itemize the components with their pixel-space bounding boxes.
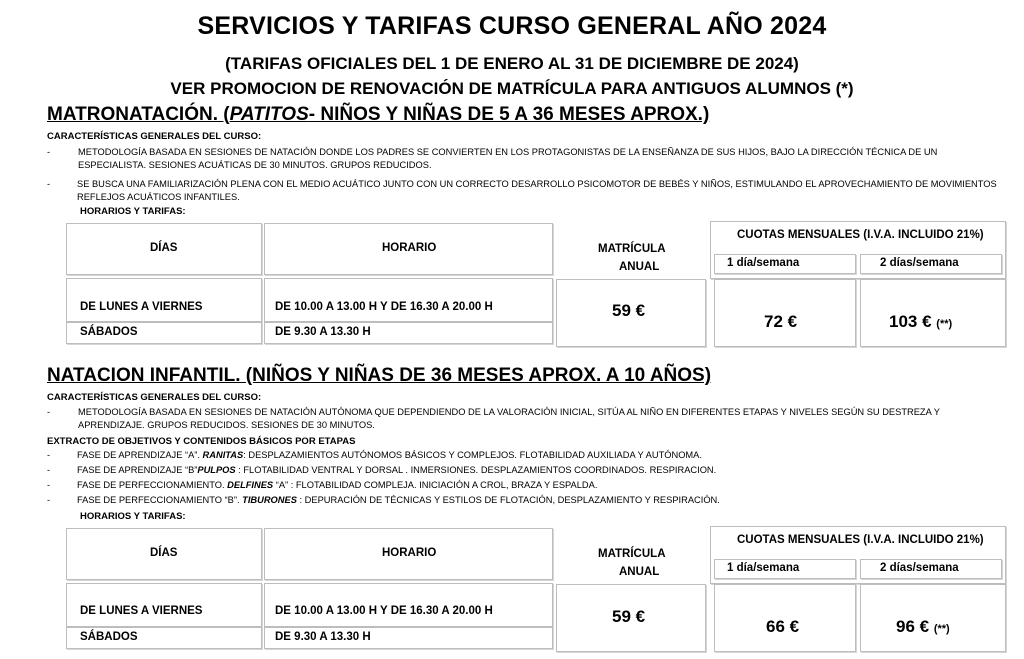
row2-days: SÁBADOS [80, 631, 138, 643]
fee-1-label: 1 día/semana [727, 562, 800, 574]
section-title-matronatacion: MATRONATACIÓN. (PATITOS- NIÑOS Y NIÑAS DE 5 A 36 MESES APROX.) [47, 104, 710, 125]
col-enroll-label: MATRÍCULA [598, 548, 666, 560]
col-enroll-label: MATRÍCULA [598, 243, 666, 255]
col-enroll-label-2: ANUAL [619, 261, 660, 273]
objectives-heading: EXTRACTO DE OBJETIVOS Y CONTENIDOS BÁSICOS POR ETAPAS [47, 436, 356, 447]
fee-2-price: 103 € (**) [889, 312, 953, 331]
col-days-label: DÍAS [150, 547, 178, 559]
section-title-natacion-infantil: NATACION INFANTIL. (NIÑOS Y NIÑAS DE 36 MESES APROX. A 10 AÑOS) [47, 365, 712, 386]
features-heading: CARACTERÍSTICAS GENERALES DEL CURSO: [47, 392, 262, 403]
row1-days: DE LUNES A VIERNES [80, 301, 203, 313]
enrollment-price: 59 € [612, 607, 646, 626]
col-hours-label: HORARIO [382, 242, 437, 254]
fee-2-label: 2 días/semana [880, 562, 959, 574]
col-enroll-label-2: ANUAL [619, 566, 660, 578]
enrollment-price: 59 € [612, 301, 646, 320]
fee-1-price: 66 € [766, 617, 800, 636]
promo-notice: VER PROMOCION DE RENOVACIÓN DE MATRÍCULA PARA ANTIGUOS ALUMNOS (*) [170, 79, 854, 98]
page-subtitle: (TARIFAS OFICIALES DEL 1 DE ENERO AL 31 DE DICIEMBRE DE 2024) [225, 54, 799, 73]
schedule-heading: HORARIOS Y TARIFAS: [80, 511, 186, 522]
row2-hours: DE 9.30 A 13.30 H [275, 631, 371, 643]
fee-2-label: 2 días/semana [880, 257, 959, 269]
col-fees-label: CUOTAS MENSUALES (I.V.A. INCLUIDO 21%) [737, 534, 984, 546]
row1-hours: DE 10.00 A 13.00 H Y DE 16.30 A 20.00 H [275, 605, 493, 617]
features-heading: CARACTERÍSTICAS GENERALES DEL CURSO: [47, 131, 262, 142]
fee-1-label: 1 día/semana [727, 257, 800, 269]
row2-days: SÁBADOS [80, 326, 138, 338]
row1-days: DE LUNES A VIERNES [80, 605, 203, 617]
fee-2-price: 96 € (**) [896, 617, 950, 636]
row2-hours: DE 9.30 A 13.30 H [275, 326, 371, 338]
row-days-cell [66, 278, 262, 322]
schedule-heading: HORARIOS Y TARIFAS: [80, 206, 186, 217]
document-page: SERVICIOS Y TARIFAS CURSO GENERAL AÑO 2024 (TARIFAS OFICIALES DEL 1 DE ENERO AL 31 DE DICIEMBRE DE 2024) VER PROMOCION DE RENOVACIÓN DE MATRÍCULA PARA ANTIGUOS ALUMNOS (*) MATRONATACIÓN. (PATITOS- NIÑOS Y NIÑAS DE 5 A 36 MESES APROX.) CARACTERÍSTICAS GENERALES DEL CURSO: - METODOLOGÍA BASADA EN SESIONES DE NATACIÓN DONDE LOS PADRES SE CONVIERTEN EN LOS PROTAGONISTAS DE LA ENSEÑANZA DE SUS HIJOS, BAJO LA DIRECCIÓN TÉCNICA DE UN ESPECIALISTA. SESIONES ACUÁTICAS DE 30 MINUTOS. GRUPOS REDUCIDOS. - SE BUSCA UNA FAMILIARIZACIÓN PLENA CON EL MEDIO ACUÁTICO JUNTO CON UN CORRECTO DESARROLLO PSICOMOTOR DE BEBÉS Y NIÑOS, ESTIMULANDO EL APROVECHAMIENTO DE MOVIMIENTOS REFLEJOS ACUÁTICOS INFANTILES. HORARIOS Y TARIFAS: DÍAS HORARIO MATRÍCULA ANUAL CUOTAS MENSUALES (I.V.A. INCLUIDO 21%) 1 día/semana 2 días/semana DE LUNES A VIERNES DE 10.00 A 13.00 H Y DE 16.30 A 20.00 H SÁBADOS DE 9.30 A 13.30 H 59 € 72 € 103 € (**) NATACION INFANTIL. (NIÑOS Y NIÑAS DE 36 MESES APROX. A 10 AÑOS) CARACTERÍSTICAS GENERALES DEL CURSO: - METODOLOGÍA BASADA EN SESIONES DE NATACIÓN AUTÓNOMA QUE DEPENDIENDO DE LA VALORACIÓN INICIAL, SITÚA AL NIÑO EN DIFERENTES ETAPAS Y NIVELES SEGÚN SU DESTREZA Y APRENDIZAJE. GRUPOS REDUCIDOS. SESIONES DE 30 MINUTOS. EXTRACTO DE OBJETIVOS Y CONTENIDOS BÁSICOS POR ETAPAS - FASE DE APRENDIZAJE “A”. RANITAS: DESPLAZAMIENTOS AUTÓNOMOS BÁSICOS Y COMPLEJOS. FLOTABILIDAD AUXILIADA Y AUTÓNOMA. - FASE DE APRENDIZAJE “B”PULPOS : FLOTABILIDAD VENTRAL Y DORSAL . INMERSIONES. DESPLAZAMIENTOS COORDINADOS. RESPIRACION. - FASE DE PERFECCIONAMIENTO. DELFINES “A” : FLOTABILIDAD COMPLEJA. INICIACIÓN A CROL, BRAZA Y ESPALDA. - FASE DE PERFECCIONAMIENTO “B”. TIBURONES : DEPURACIÓN DE TÉCNICAS Y ESTILOS DE FLOTACIÓN, DESPLAZAMIENTO Y RESPIRACIÓN. HORARIOS Y TARIFAS: DÍAS HORARIO MATRÍCULA ANUAL CUOTAS MENSUALES (I.V.A. INCLUIDO 21%) 1 día/semana 2 días/semana DE LUNES A VIERNES DE 10.00 A 13.00 H Y DE 16.30 A 20.00 H SÁBADOS DE 9.30 A 13.30 H 59 € 66 € 96 € (**) [0, 0, 1024, 659]
row-hours-cell [264, 278, 553, 322]
col-hours-label: HORARIO [382, 547, 437, 559]
row1-hours: DE 10.00 A 13.00 H Y DE 16.30 A 20.00 H [275, 301, 493, 313]
fee-1-price: 72 € [764, 312, 798, 331]
col-days-label: DÍAS [150, 242, 178, 254]
page-title: SERVICIOS Y TARIFAS CURSO GENERAL AÑO 2024 [197, 12, 827, 40]
col-fees-label: CUOTAS MENSUALES (I.V.A. INCLUIDO 21%) [737, 229, 984, 241]
